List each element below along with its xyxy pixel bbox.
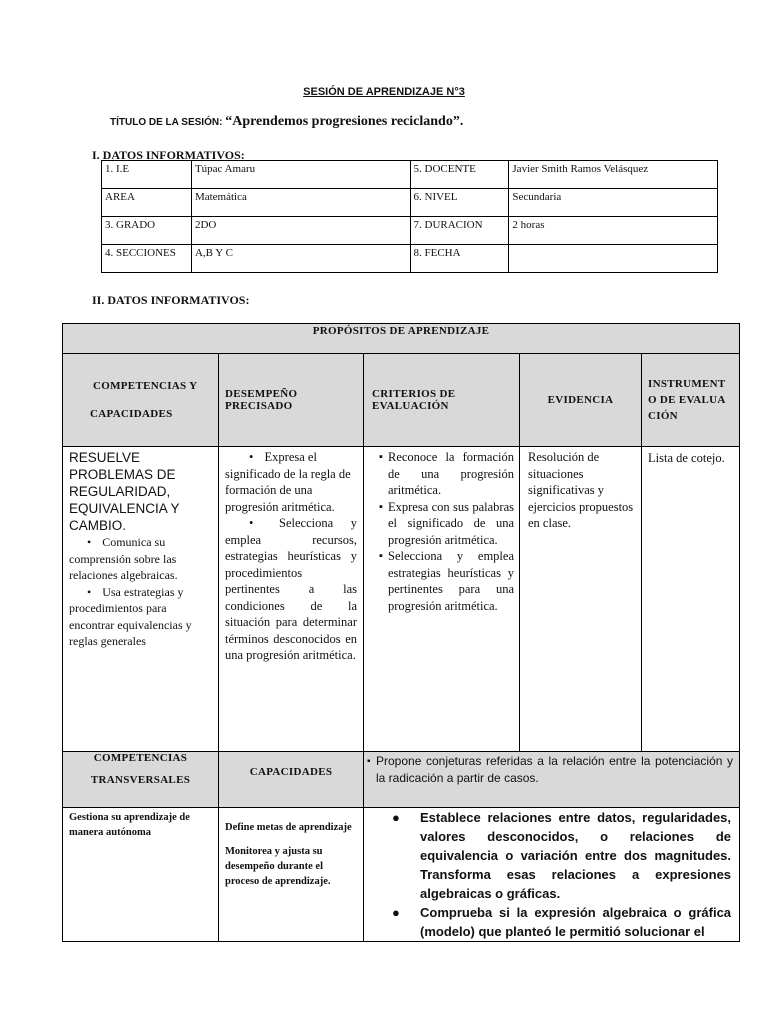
transversal-bullet-text: Comprueba si la expresión algebraica o gráfica (modelo) que planteó le permitió solucionar el [420,905,732,939]
info-cell [509,245,718,273]
criteria-list [372,449,514,614]
info-cell: 2DO [191,217,410,245]
session-label: TÍTULO DE LA SESIÓN: [110,117,223,128]
capacity-item: Define metas de aprendizaje [225,822,352,833]
content-row [63,447,740,752]
col-performance-header: DESEMPEÑO PRECISADO [219,354,364,447]
purposes-header: PROPÓSITOS DE APRENDIZAJE [63,324,740,354]
col-criteria-label: CRITERIOS DE EVALUACIÓN [372,388,456,412]
info-cell: A,B Y C [191,245,410,273]
info-cell: AREA [102,189,192,217]
info-cell: 4. SECCIONES [102,245,192,273]
bullet-icon: • [87,535,92,549]
col-evidence-header: EVIDENCIA [520,354,642,447]
info-cell: 1. I.E [102,161,192,189]
bullet-icon: • [87,584,92,599]
bullet-icon: ● [392,905,400,920]
info-cell: Túpac Amaru [191,161,410,189]
transversal-bullet [392,903,731,941]
col-competencies-label-b: CAPACIDADES [90,408,173,420]
conjecture-cell [364,752,740,808]
info-cell: Javier Smith Ramos Velásquez [509,161,718,189]
col-criteria-header [364,354,520,447]
transversal-competence-cell: Gestiona su aprendizaje de manera autónoma [63,808,219,942]
transversal-label-a: COMPETENCIAS [93,752,188,764]
purposes-header-row [63,324,740,354]
transversal-bullet [392,808,731,903]
info-cell: 8. FECHA [410,245,509,273]
info-row [102,189,718,217]
info-row [102,245,718,273]
transversal-bullets-cell [364,808,740,942]
info-cell: 7. DURACION [410,217,509,245]
performance-item-text: Selecciona y emplea recursos, estrategias heurísticas y procedimientos pertinentes a las condiciones de la situación para determinar términos desconocidos en una progresión aritmética. [225,516,357,662]
col-competencies-label-a: COMPETENCIAS Y [93,380,198,392]
evidence-cell: Resolución de situaciones significativas y ejercicios propuestos en clase. [520,447,642,752]
info-table [101,160,718,273]
info-row [102,217,718,245]
competence-cell [63,447,219,752]
col-competencies-header [63,354,219,447]
competence-item [69,534,212,584]
competence-item-text: Usa estrategias y procedimientos para encontrar equivalencias y reglas generales [69,584,192,648]
bullet-icon: • [249,450,254,464]
bullet-icon: ● [392,810,400,825]
transversal-label-b: TRANSVERSALES [90,774,191,786]
session-title-line [110,114,463,130]
competence-item-text: Comunica su comprensión sobre las relaciones algebraicas. [69,535,178,582]
performance-item [225,515,357,664]
transversal-capacities-cell [219,808,364,942]
performance-item-text: Expresa el significado de la regla de formación de una progresión aritmética. [225,450,351,514]
info-cell: 3. GRADO [102,217,192,245]
competence-item [69,584,212,650]
info-cell: 5. DOCENTE [410,161,509,189]
competence-title: RESUELVE PROBLEMAS DE REGULARIDAD, EQUIVALENCIA Y CAMBIO. [69,450,180,533]
criteria-item: ▪ Reconoce la formación de una progresión aritmética. [380,449,514,499]
criteria-item: ▪ Selecciona y emplea estrategias heurísticas y pertinentes para una progresión aritmética. [380,548,514,614]
column-header-row [63,354,740,447]
section-heading-1: I. DATOS INFORMATIVOS: [92,148,245,162]
info-cell: Secundaria [509,189,718,217]
transversal-bullet-text: Establece relaciones entre datos, regularidades, valores desconocidos, o relaciones de equivalencia o variación entre dos magnitudes. Transforma esas relaciones a expresiones algebraicas o gráficas. [420,810,732,901]
instrument-cell: Lista de cotejo. [642,447,740,752]
info-cell: Matemática [191,189,410,217]
col-instrument-header: INSTRUMENTO DE EVALUACIÓN [642,354,740,447]
conjecture-text: Propone conjeturas referidas a la relación entre la potenciación y la radicación a partir de casos. [376,754,734,785]
transversal-header-row [63,752,740,808]
info-cell: 2 horas [509,217,718,245]
performance-item [225,449,357,515]
info-row [102,161,718,189]
session-title: “Aprendemos progresiones reciclando”. [225,114,464,129]
document-title: SESIÓN DE APRENDIZAJE N°3 [303,86,465,98]
capacity-item: Monitorea y ajusta su desempeño durante el proceso de aprendizaje. [225,846,331,887]
criteria-item: ▪ Expresa con sus palabras el significado de una progresión aritmética. [380,499,514,549]
info-cell: 6. NIVEL [410,189,509,217]
bullet-icon: • [249,516,254,530]
section-heading-2: II. DATOS INFORMATIVOS: [92,293,250,307]
criteria-cell [364,447,520,752]
performance-cell [219,447,364,752]
transversal-label-cell [63,752,219,808]
square-bullet-icon: ▪ [367,756,371,767]
capacities-header: CAPACIDADES [219,752,364,808]
conjecture-text-wrap [368,753,733,787]
purposes-table [62,323,740,942]
transversal-content-row [63,808,740,942]
